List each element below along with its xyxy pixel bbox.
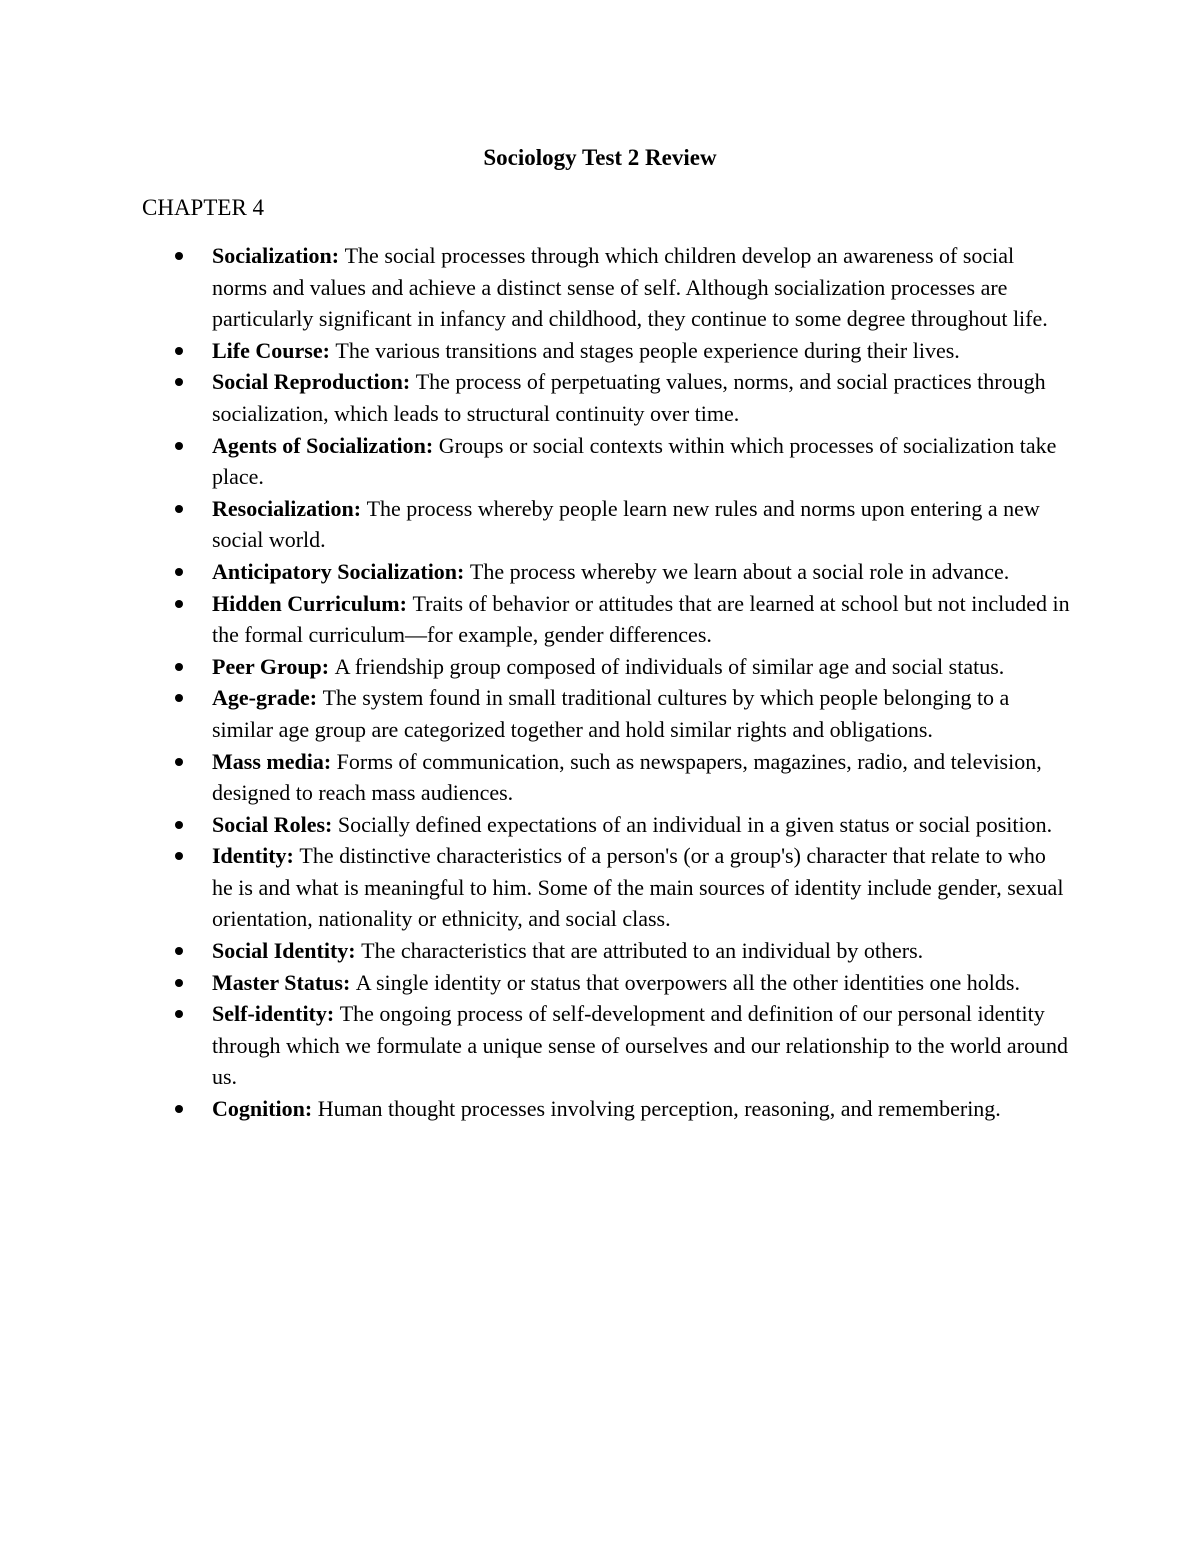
term-item bbox=[142, 998, 1072, 1093]
bullet-icon bbox=[175, 694, 183, 702]
term-list bbox=[142, 240, 1072, 1125]
term-definition: The process whereby people learn new rules and norms upon entering a new social world. bbox=[212, 495, 1040, 553]
term-item bbox=[142, 746, 1072, 809]
term-item bbox=[142, 651, 1072, 683]
bullet-icon bbox=[175, 505, 183, 513]
bullet-icon bbox=[175, 1010, 183, 1018]
term-item bbox=[142, 809, 1072, 841]
term-item bbox=[142, 240, 1072, 335]
term-definition: The social processes through which children develop an awareness of social norms and values and achieve a distinct sense of self. Although socialization processes are particularly significant in infancy and childhood, they continue to some degree throughout life. bbox=[212, 243, 1048, 332]
term-name: Agents of Socialization: bbox=[212, 432, 439, 458]
term-name: Resocialization: bbox=[212, 495, 367, 521]
term-definition: Socially defined expectations of an individual in a given status or social position. bbox=[337, 811, 1053, 837]
term-definition: Forms of communication, such as newspapers, magazines, radio, and television, designed to reach mass audiences. bbox=[212, 748, 1042, 806]
bullet-icon bbox=[175, 663, 183, 671]
term-item bbox=[142, 335, 1072, 367]
term-item bbox=[142, 493, 1072, 556]
term-definition: The ongoing process of self-development and definition of our personal identity through which we formulate a unique sense of ourselves and our relationship to the world around us. bbox=[212, 1001, 1068, 1090]
term-name: Social Roles: bbox=[212, 811, 338, 837]
bullet-icon bbox=[175, 821, 183, 829]
term-definition: Traits of behavior or attitudes that are learned at school but not included in the formal curriculum—for example, gender differences. bbox=[212, 590, 1070, 648]
term-definition: The system found in small traditional cultures by which people belonging to a similar age group are categorized together and hold similar rights and obligations. bbox=[212, 685, 1010, 742]
bullet-icon bbox=[175, 979, 183, 987]
bullet-icon bbox=[175, 252, 183, 260]
term-definition: The process whereby we learn about a social role in advance. bbox=[469, 558, 1010, 584]
term-name: Anticipatory Socialization: bbox=[212, 558, 470, 584]
term-item bbox=[142, 682, 1072, 745]
term-definition: The various transitions and stages people experience during their lives. bbox=[335, 337, 960, 363]
bullet-icon bbox=[175, 1105, 183, 1113]
term-item bbox=[142, 967, 1072, 999]
term-definition: Groups or social contexts within which processes of socialization take place. bbox=[212, 432, 1057, 490]
term-definition: The process of perpetuating values, norms, and social practices through socialization, which leads to structural continuity over time. bbox=[212, 369, 1046, 426]
bullet-icon bbox=[175, 347, 183, 355]
term-name: Social Identity: bbox=[212, 938, 362, 964]
term-name: Age-grade: bbox=[212, 685, 323, 711]
term-definition: Human thought processes involving perception, reasoning, and remembering. bbox=[317, 1096, 1001, 1122]
term-definition: The characteristics that are attributed to an individual by others. bbox=[361, 938, 924, 964]
term-item bbox=[142, 1093, 1072, 1125]
term-definition: A friendship group composed of individuals of similar age and social status. bbox=[334, 653, 1005, 679]
term-name: Mass media: bbox=[212, 748, 337, 774]
term-name: Master Status: bbox=[212, 969, 356, 995]
bullet-icon bbox=[175, 758, 183, 766]
term-item bbox=[142, 935, 1072, 967]
bullet-icon bbox=[175, 568, 183, 576]
term-name: Cognition: bbox=[212, 1096, 318, 1122]
bullet-icon bbox=[175, 947, 183, 955]
term-name: Hidden Curriculum: bbox=[212, 590, 413, 616]
term-name: Social Reproduction: bbox=[212, 369, 416, 395]
term-item bbox=[142, 430, 1072, 493]
term-item bbox=[142, 366, 1072, 429]
term-name: Self-identity: bbox=[212, 1001, 340, 1027]
term-definition: The distinctive characteristics of a person's (or a group's) character that relate to who he is and what is meaningful to him. Some of the main sources of identity include gender, sexual orientation, nationality or ethnicity, and social class. bbox=[212, 843, 1064, 932]
term-item bbox=[142, 588, 1072, 651]
bullet-icon bbox=[175, 600, 183, 608]
term-item bbox=[142, 840, 1072, 935]
term-definition: A single identity or status that overpowers all the other identities one holds. bbox=[355, 969, 1020, 995]
chapter-heading: CHAPTER 4 bbox=[142, 195, 265, 220]
bullet-icon bbox=[175, 378, 183, 386]
bullet-icon bbox=[175, 442, 183, 450]
bullet-icon bbox=[175, 852, 183, 860]
term-item bbox=[142, 556, 1072, 588]
page-title: Sociology Test 2 Review bbox=[483, 145, 717, 170]
term-name: Socialization: bbox=[212, 243, 345, 268]
term-name: Identity: bbox=[212, 843, 300, 869]
term-name: Life Course: bbox=[212, 337, 336, 363]
term-name: Peer Group: bbox=[212, 653, 335, 679]
